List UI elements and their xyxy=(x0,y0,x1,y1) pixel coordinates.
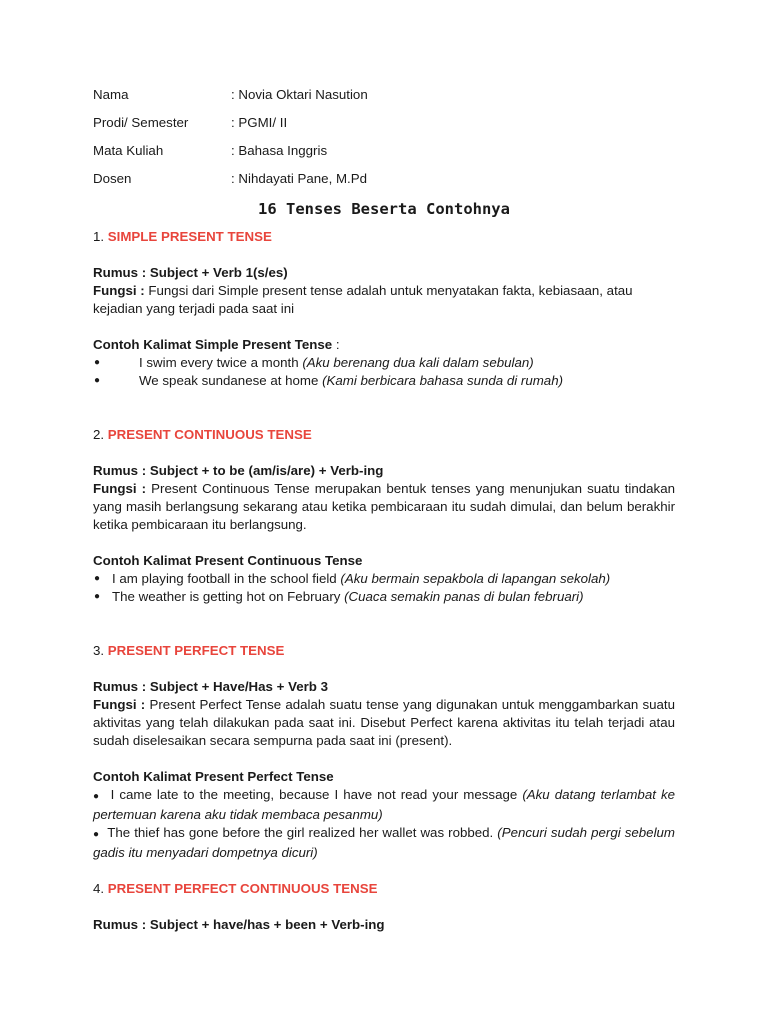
fungsi xyxy=(93,696,675,750)
section-name: PRESENT CONTINUOUS TENSE xyxy=(107,427,312,442)
info-label: Dosen xyxy=(93,171,132,186)
fungsi-label: Fungsi : xyxy=(93,481,147,496)
contoh-heading: Contoh Kalimat Present Continuous Tense xyxy=(93,553,363,568)
fungsi-text: Fungsi dari Simple present tense adalah untuk menyatakan fakta, kebiasaan, atau kejadian yang terjadi pada saat ini xyxy=(93,283,633,316)
info-row-dosen xyxy=(93,170,675,188)
section-present-perfect-continuous xyxy=(93,880,675,934)
fungsi-text: Present Perfect Tense adalah suatu tense yang digunakan untuk menggambarkan suatu aktivitas yang telah dilakukan pada saat ini. Disebut Perfect karena aktivitas itu telah terjadi atau sudah diselesaikan secara sempurna pada saat ini (present). xyxy=(93,697,676,748)
bullet-icon: ● xyxy=(94,591,101,602)
info-label: Prodi/ Semester xyxy=(93,115,189,130)
contoh-label: Contoh Kalimat Simple Present Tense xyxy=(93,337,333,352)
section-name: PRESENT PERFECT TENSE xyxy=(107,643,285,658)
rumus: Rumus : Subject + Verb 1(s/es) xyxy=(93,265,288,280)
example-translation: (Aku berenang dua kali dalam sebulan) xyxy=(302,355,534,370)
fungsi-label: Fungsi : xyxy=(93,697,146,712)
example-text: I swim every twice a month xyxy=(139,355,303,370)
document-title: 16 Tenses Beserta Contohnya xyxy=(258,200,510,218)
list-item xyxy=(93,824,675,862)
example-translation: (Cuaca semakin panas di bulan februari) xyxy=(344,589,584,604)
student-info xyxy=(93,86,675,188)
section-heading xyxy=(93,880,675,898)
info-row-nama xyxy=(93,86,675,114)
section-heading xyxy=(93,642,675,660)
section-present-continuous xyxy=(93,426,675,606)
info-row-prodi xyxy=(93,114,675,142)
contoh-heading: Contoh Kalimat Present Perfect Tense xyxy=(93,769,334,784)
bullet-icon: ● xyxy=(94,357,101,368)
document-page xyxy=(93,86,675,934)
example-text: I came late to the meeting, because I have not read your message xyxy=(110,787,523,802)
section-number: 4. xyxy=(93,881,105,896)
section-number: 2. xyxy=(93,427,105,442)
rumus: Rumus : Subject + to be (am/is/are) + Verb-ing xyxy=(93,463,384,478)
list-item xyxy=(93,372,675,390)
list-item xyxy=(93,570,675,588)
bullet-icon: ● xyxy=(94,375,101,386)
rumus: Rumus : Subject + Have/Has + Verb 3 xyxy=(93,679,329,694)
bullet-icon: ● xyxy=(93,829,100,840)
fungsi-text: Present Continuous Tense merupakan bentuk tenses yang menunjukan suatu tindakan yang masih berlangsung sekarang atau ketika pembicaraan itu sudah dimulai, dan belum berakhir ketika pembicaraan itu berlangsung. xyxy=(93,481,675,532)
list-item xyxy=(93,588,675,606)
example-translation: (Kami berbicara bahasa sunda di rumah) xyxy=(322,373,564,388)
info-value: : Bahasa Inggris xyxy=(231,143,328,158)
example-list xyxy=(93,354,675,390)
fungsi-label: Fungsi : xyxy=(93,283,145,298)
list-item xyxy=(93,786,675,824)
section-simple-present xyxy=(93,228,675,390)
example-text: We speak sundanese at home xyxy=(139,373,323,388)
example-text: The weather is getting hot on February xyxy=(112,589,345,604)
contoh-suffix: : xyxy=(332,337,340,352)
example-translation: (Aku datang terlambat ke pertemuan karena aku tidak membaca pesanmu) xyxy=(93,787,676,822)
section-present-perfect xyxy=(93,642,675,862)
info-label: Mata Kuliah xyxy=(93,143,164,158)
rumus: Rumus : Subject + have/has + been + Verb-ing xyxy=(93,917,385,932)
info-value: : PGMI/ II xyxy=(231,115,288,130)
example-list xyxy=(93,786,675,862)
section-number: 3. xyxy=(93,643,105,658)
list-item xyxy=(93,354,675,372)
section-heading xyxy=(93,228,675,246)
info-row-matakuliah xyxy=(93,142,675,170)
section-number: 1. xyxy=(93,229,105,244)
info-value: : Novia Oktari Nasution xyxy=(231,87,368,102)
info-value: : Nihdayati Pane, M.Pd xyxy=(231,171,367,186)
example-text: The thief has gone before the girl realized her wallet was robbed. xyxy=(107,825,498,840)
section-name: SIMPLE PRESENT TENSE xyxy=(107,229,272,244)
contoh-heading xyxy=(93,336,675,354)
section-name: PRESENT PERFECT CONTINUOUS TENSE xyxy=(107,881,378,896)
info-label: Nama xyxy=(93,87,129,102)
bullet-icon: ● xyxy=(93,791,101,802)
example-translation: (Pencuri sudah pergi sebelum gadis itu menyadari dompetnya dicuri) xyxy=(93,825,675,860)
bullet-icon: ● xyxy=(94,573,101,584)
fungsi xyxy=(93,282,675,318)
fungsi xyxy=(93,480,675,534)
example-translation: (Aku bermain sepakbola di lapangan sekolah) xyxy=(340,571,611,586)
example-list xyxy=(93,570,675,606)
section-heading xyxy=(93,426,675,444)
example-text: I am playing football in the school field xyxy=(112,571,341,586)
